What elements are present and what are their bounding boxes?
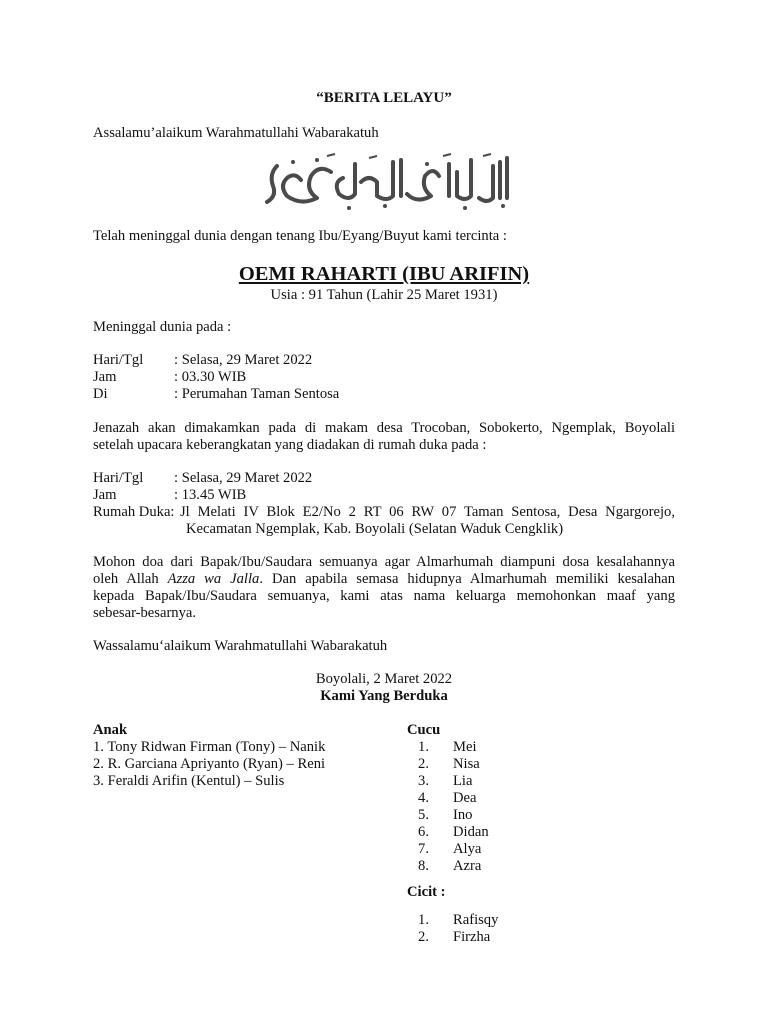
death-heading: Meninggal dunia pada : — [93, 319, 232, 335]
departure-time-label: Jam — [93, 487, 117, 503]
closing-greeting: Wassalamu‘alaikum Warahmatullahi Wabarakatuh — [93, 638, 388, 654]
children-list — [93, 722, 325, 790]
prayer-line-2-start: oleh Allah — [93, 571, 168, 587]
great-grandchildren-list — [407, 912, 498, 946]
list-name: Didan — [453, 824, 489, 840]
burial-line-2: setelah upacara keberangkatan yang diadakan di rumah duka pada : — [93, 437, 487, 453]
list-name: Dea — [453, 790, 477, 806]
list-number: 1. — [418, 739, 429, 755]
prayer-line-4: sebesar-besarnya. — [93, 605, 197, 621]
list-item — [407, 739, 489, 756]
death-time-row — [93, 369, 246, 386]
list-name: Alya — [453, 841, 482, 857]
list-item — [407, 841, 489, 858]
list-name: Ino — [453, 807, 473, 823]
list-name: Mei — [453, 739, 477, 755]
funeral-house-line-2: Kecamatan Ngemplak, Kab. Boyolali (Selatan Waduk Cengklik) — [186, 521, 564, 537]
signoff: Kami Yang Berduka — [320, 688, 448, 704]
calligraphy-graphic — [257, 152, 515, 212]
burial-line-1: Jenazah akan dimakamkan pada di makam desa Trocoban, Sobokerto, Ngemplak, Boyolali — [93, 420, 675, 436]
children-heading: Anak — [93, 722, 128, 738]
list-item — [407, 773, 489, 790]
deceased-name: OEMI RAHARTI (IBU ARIFIN) — [238, 263, 530, 285]
death-date-row — [93, 352, 312, 369]
list-name: Firzha — [453, 929, 491, 945]
prayer-line-3: kepada Bapak/Ibu/Saudara semuanya, kami atas nama keluarga memohonkan maaf yang — [93, 588, 675, 604]
list-item — [407, 790, 489, 807]
arabic-calligraphy — [257, 152, 515, 212]
list-item — [407, 756, 489, 773]
list-number: 8. — [418, 858, 429, 874]
death-date-value: : Selasa, 29 Maret 2022 — [174, 352, 313, 368]
departure-time-value: : 13.45 WIB — [174, 487, 247, 503]
document-title: “BERITA LELAYU” — [316, 90, 452, 106]
deceased-age: Usia : 91 Tahun (Lahir 25 Maret 1931) — [270, 287, 498, 303]
departure-date-value: : Selasa, 29 Maret 2022 — [174, 470, 313, 486]
list-name: Rafisqy — [453, 912, 499, 928]
death-place-row — [93, 386, 339, 403]
prayer-italic-phrase: Azza wa Jalla — [167, 571, 260, 587]
list-number: 4. — [418, 790, 429, 806]
prayer-line-2-end: . Dan apabila semasa hidupnya Almarhumah memiliki kesalahan — [259, 571, 675, 587]
burial-paragraph — [93, 420, 675, 454]
departure-date-row — [93, 470, 312, 487]
great-grandchildren-heading: Cicit : — [407, 884, 446, 900]
list-number: 2. — [418, 756, 429, 772]
list-item — [407, 807, 489, 824]
list-item — [407, 858, 489, 875]
list-number: 6. — [418, 824, 429, 840]
list-item — [407, 912, 498, 929]
departure-date-label: Hari/Tgl — [93, 470, 144, 486]
list-number: 5. — [418, 807, 429, 823]
place-date: Boyolali, 2 Maret 2022 — [315, 671, 453, 687]
list-item: 1. Tony Ridwan Firman (Tony) – Nanik — [93, 739, 326, 755]
greeting: Assalamu’alaikum Warahmatullahi Wabarakatuh — [93, 125, 379, 141]
death-place-label: Di — [93, 386, 108, 402]
funeral-house-row — [93, 504, 675, 521]
death-date-label: Hari/Tgl — [93, 352, 144, 368]
list-number: 3. — [418, 773, 429, 789]
obituary-page — [93, 0, 675, 1024]
list-name: Lia — [453, 773, 473, 789]
list-name: Nisa — [453, 756, 480, 772]
list-number: 7. — [418, 841, 429, 857]
prayer-line-2 — [93, 571, 675, 588]
death-time-value: : 03.30 WIB — [174, 369, 247, 385]
grandchildren-heading: Cucu — [407, 722, 441, 738]
grandchildren-list — [407, 722, 489, 875]
funeral-house-label: Rumah Duka: — [93, 504, 175, 520]
list-item: 2. R. Garciana Apriyanto (Ryan) – Reni — [93, 756, 326, 772]
list-item: 3. Feraldi Arifin (Kentul) – Sulis — [93, 773, 285, 789]
list-name: Azra — [453, 858, 482, 874]
funeral-house-line-1: Jl Melati IV Blok E2/No 2 RT 06 RW 07 Taman Sentosa, Desa Ngargorejo, — [180, 504, 675, 520]
departure-time-row — [93, 487, 246, 504]
intro-text: Telah meninggal dunia dengan tenang Ibu/Eyang/Buyut kami tercinta : — [93, 228, 507, 244]
list-number: 2. — [418, 929, 429, 945]
list-item — [407, 929, 498, 946]
death-time-label: Jam — [93, 369, 117, 385]
death-place-value: : Perumahan Taman Sentosa — [174, 386, 340, 402]
list-item — [407, 824, 489, 841]
prayer-paragraph — [93, 554, 675, 622]
list-number: 1. — [418, 912, 429, 928]
prayer-line-1: Mohon doa dari Bapak/Ibu/Saudara semuanya agar Almarhumah diampuni dosa kesalahannya — [93, 554, 675, 570]
